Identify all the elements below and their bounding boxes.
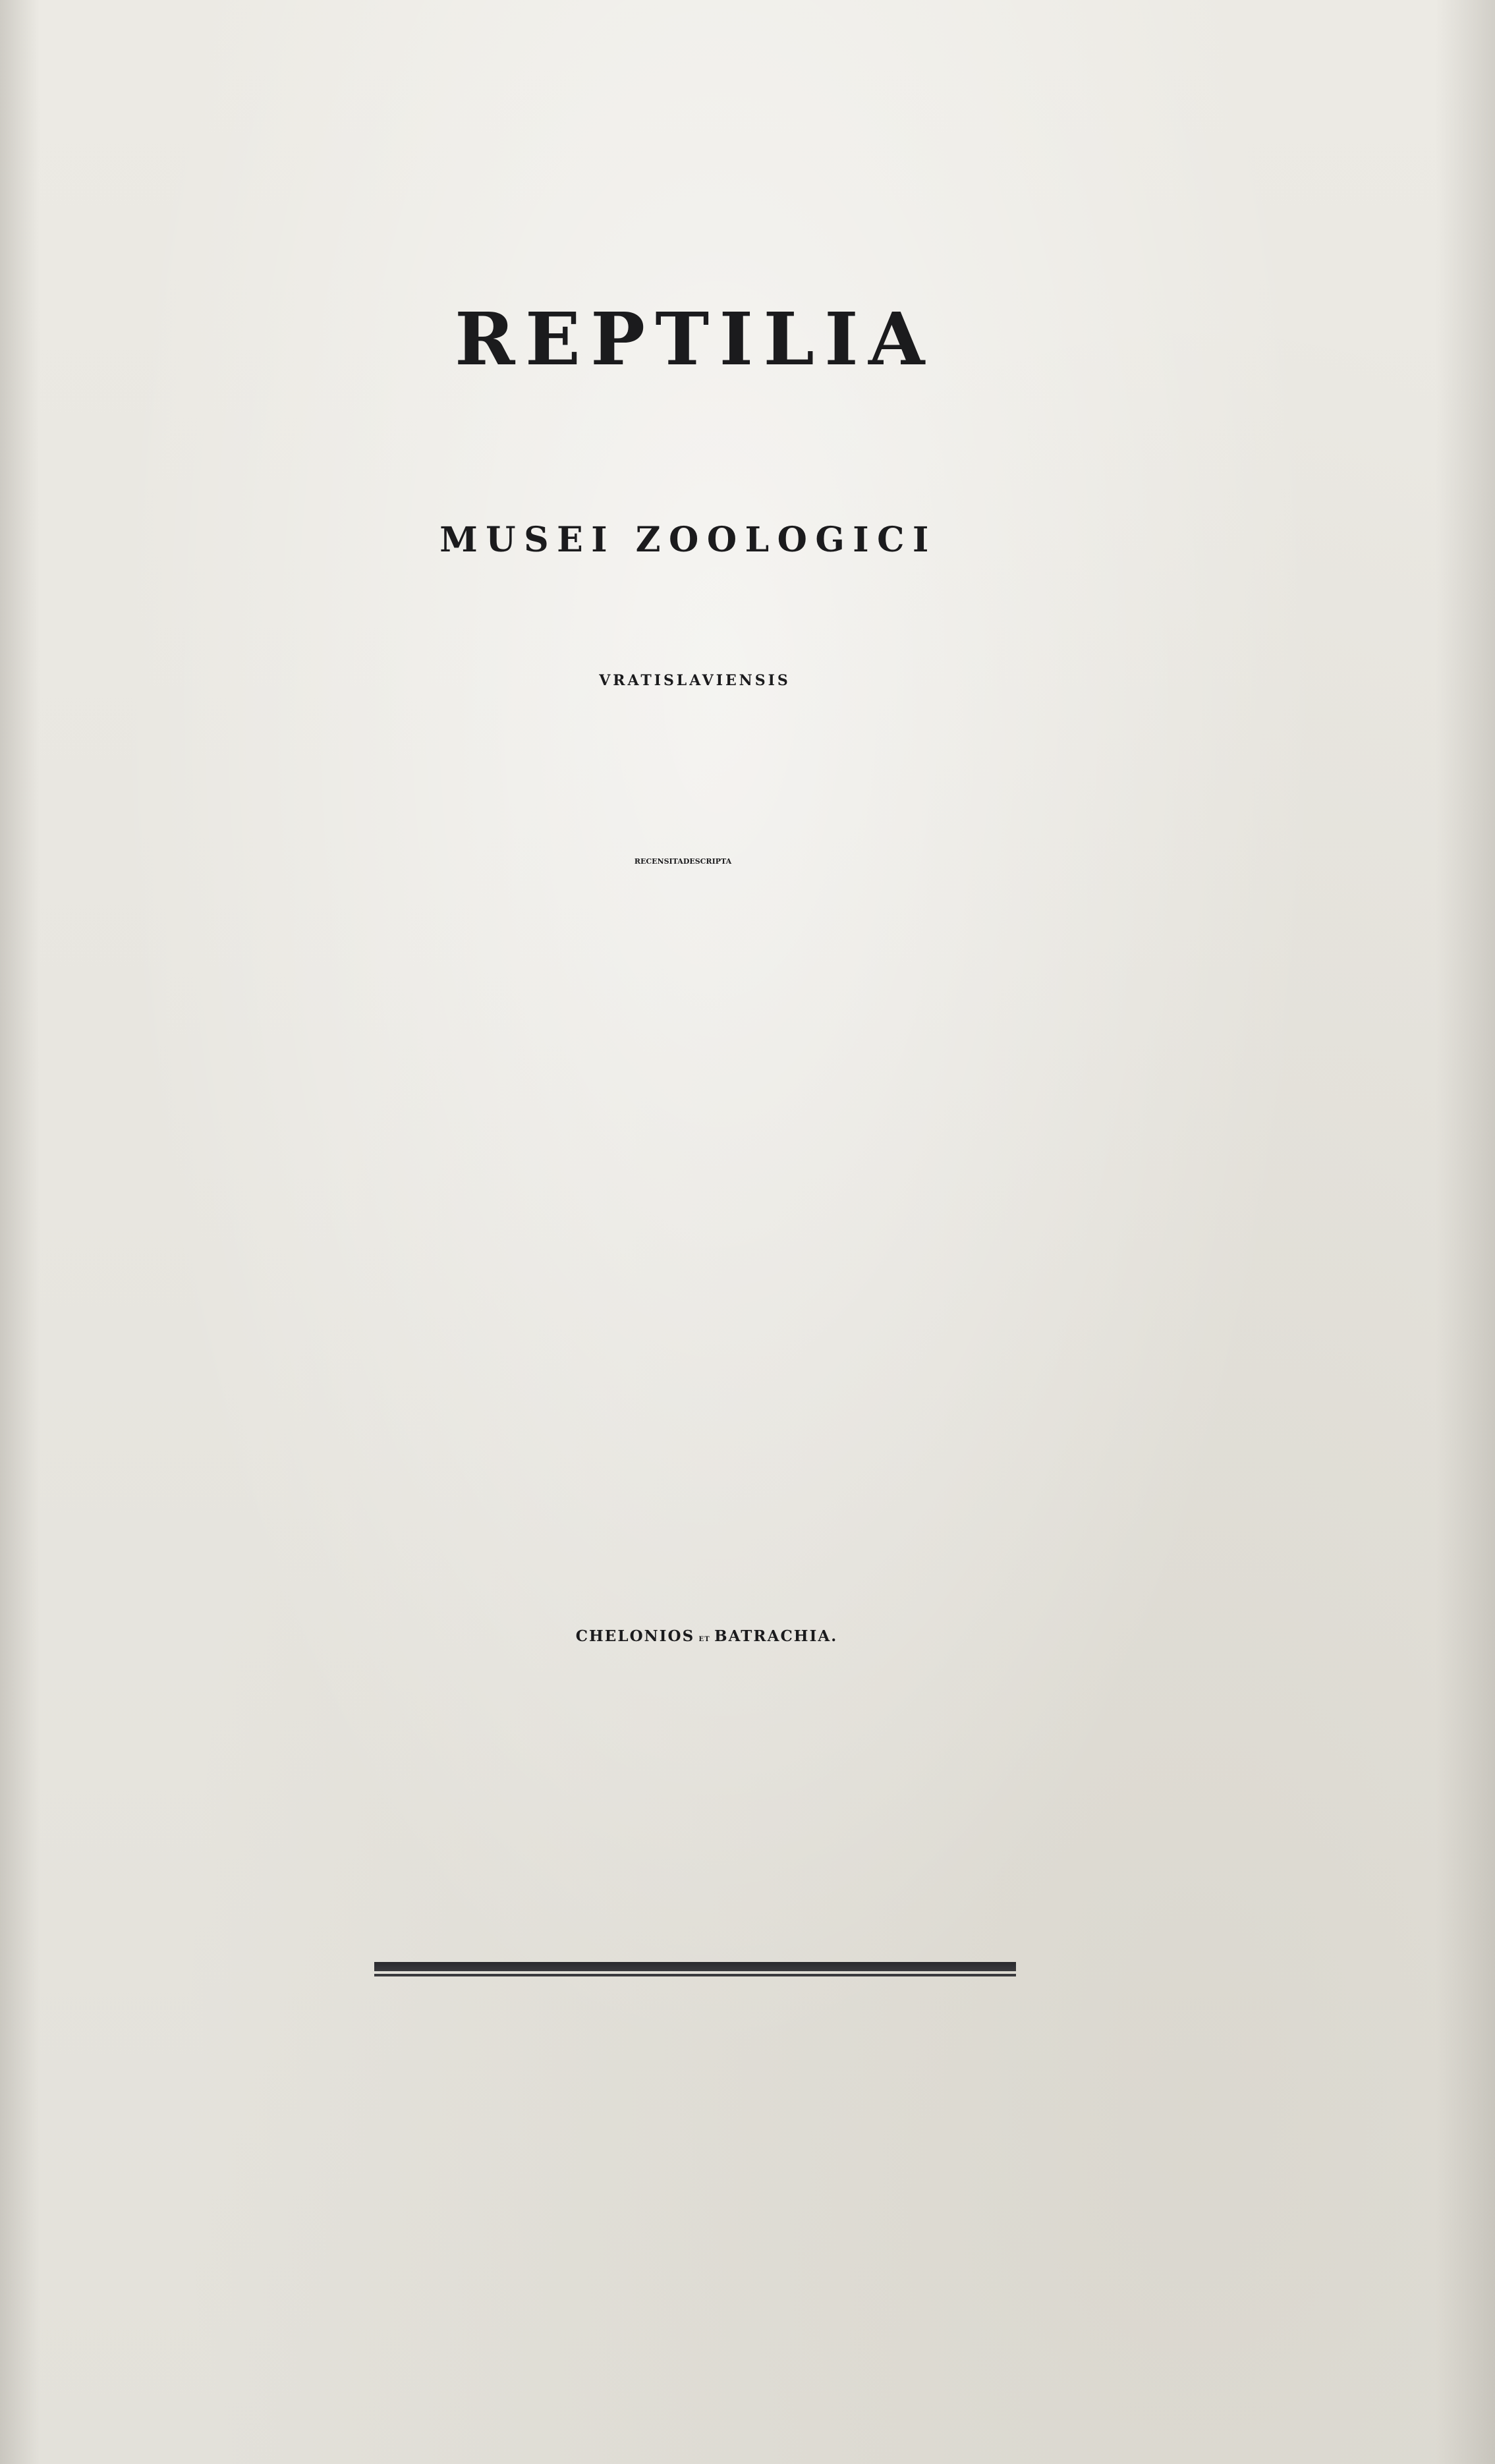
book-title: REPTILIA — [455, 296, 935, 381]
subtitle-line-1: MUSEI ZOOLOGICI — [439, 520, 937, 560]
author-name — [0, 1102, 1449, 1149]
contents-et: ET — [698, 1636, 710, 1643]
continens-label — [0, 1506, 1430, 1534]
imprint-year — [0, 2103, 1429, 2139]
auctore-label — [0, 987, 1436, 1017]
subtitle-recensita: RECENSITA — [634, 857, 683, 866]
contents-line — [0, 1608, 1454, 1669]
fasciculus-label — [0, 1384, 1430, 1420]
author-credentials-line-1 — [0, 1177, 1492, 1203]
rule-thick — [374, 1962, 1016, 1971]
author-credentials-line-2 — [0, 1206, 1436, 1232]
author-credentials-line-3 — [0, 1235, 1436, 1261]
imprint-publisher — [0, 2061, 1430, 2096]
double-rule-divider — [374, 1962, 1016, 1979]
contents-chelonios: CHELONIOS — [575, 1627, 695, 1645]
subtitle-descripta: DESCRIPTA — [683, 857, 732, 866]
contents-batrachia: BATRACHIA. — [714, 1627, 838, 1645]
subtitle-line-3 — [0, 837, 1430, 889]
rule-thin — [374, 1974, 1016, 1976]
subtitle-line-2: VRATISLAVIENSIS — [599, 672, 791, 689]
imprint-place — [0, 2003, 1430, 2050]
